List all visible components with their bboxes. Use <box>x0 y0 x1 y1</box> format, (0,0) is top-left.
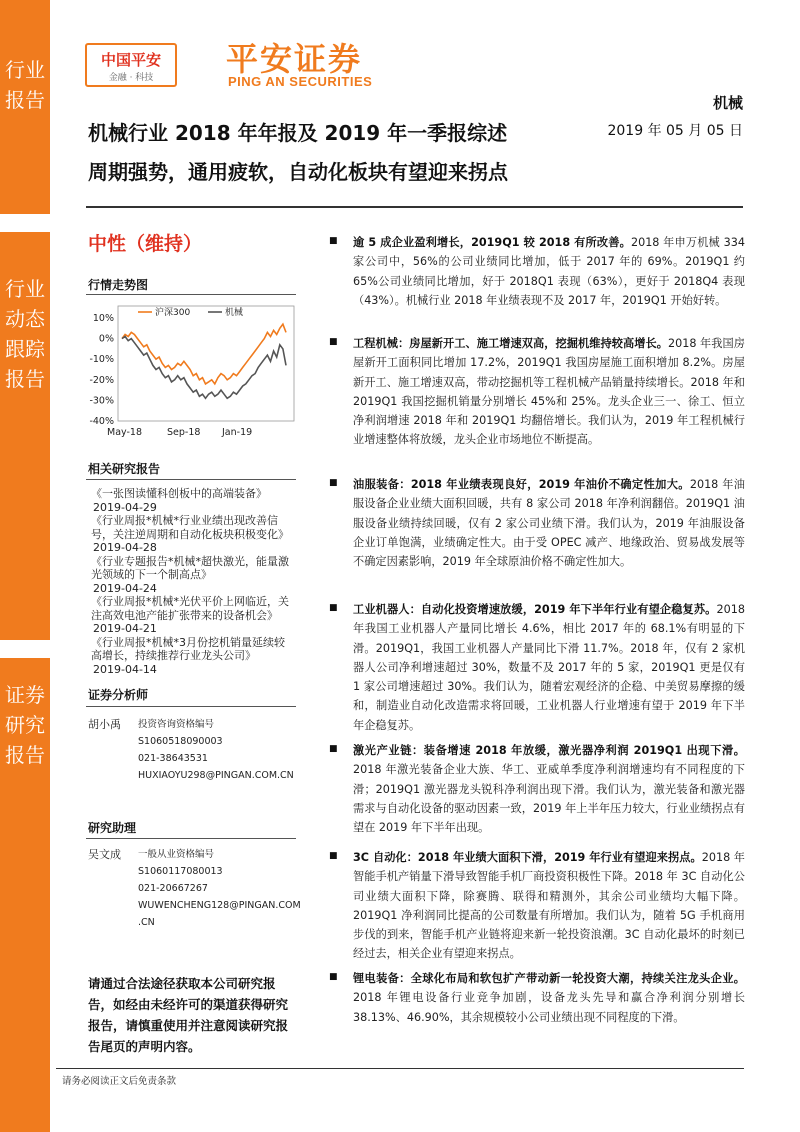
related-section-title: 相关研究报告 <box>88 462 161 476</box>
y-tick-label: -10% <box>89 354 114 366</box>
paragraph-lead: 3C 自动化：2018 年业绩大面积下滑，2019 年行业有望迎来拐点。 <box>353 851 702 864</box>
side-separator <box>0 640 50 658</box>
paragraph-body: 2018 年我国工业机器人产量同比增长 4.6%，相比 2017 年的 68.1%有明显的下滑。2019Q1，我国工业机器人产量同比下滑 11.7%。2018 年，仅有 2 家机器人公司净利增速超过 30%，数量不及 2017 年的 5 家，2019Q1 更是仅有 1 家公司增速超过 30%。我们认为，随着宏观经济的企稳、中美贸易摩擦的缓和，制造业自动化改造需求将回暖，工业机器人行业增速有望于 2019 年下半年企稳复苏。 <box>353 603 745 732</box>
summary-paragraph <box>353 233 745 310</box>
report-subtitle: 周期强势，通用疲软，自动化板块有望迎来拐点 <box>88 160 508 184</box>
paragraph-body: 2018 年锂电设备行业竞争加剧，设备龙头先导和赢合净利润分别增长 38.13%、46.90%，其余规模较小公司业绩出现不同程度的下滑。 <box>353 991 745 1024</box>
contact-line: 021-20667267 <box>138 883 208 894</box>
related-report-item <box>91 595 295 636</box>
chart-section-title: 行情走势图 <box>88 278 149 292</box>
report-date: 2019 年 05 月 05 日 <box>607 123 743 139</box>
brand-name-en: PING AN SECURITIES <box>228 74 373 89</box>
chart-canvas <box>86 298 296 448</box>
assistant-section-title: 研究助理 <box>88 821 137 835</box>
bullet-icon: ■ <box>329 337 338 347</box>
related-report-item <box>91 487 295 514</box>
paragraph-lead: 工程机械：房屋新开工、施工增速双高，挖掘机维持较高增长。 <box>353 337 668 350</box>
related-report-date: 2019-04-24 <box>93 581 157 595</box>
related-report-item <box>91 636 295 677</box>
paragraph-body: 2018 年我国房屋新开工面积同比增加 17.2%，2019Q1 我国房屋施工面积增加 8.2%。房屋新开工、施工增速双高，带动挖掘机等工程机械产品销量持续增长。2018 年和 2019Q1 我国挖掘机销量分别增长 45%和 25%。龙头企业三一、徐工、恒立净利润增速 2018 年和 2019Q1 均翻倍增长。我们认为，2019 年工程机械行业增速整体将放缓，龙头企业市场地位不断提高。 <box>353 337 745 447</box>
legend-label: 机械 <box>225 308 244 318</box>
summary-paragraph <box>353 475 745 571</box>
rating-label: 中性（维持） <box>88 233 203 255</box>
report-title: 机械行业 2018 年年报及 2019 年一季报综述 <box>88 121 508 145</box>
y-tick-label: -30% <box>89 395 114 407</box>
contact-line: S1060518090003 <box>138 736 223 747</box>
disclaimer-text: 请通过合法途径获取本公司研究报告，如经由未经许可的渠道获得研究报告，请慎重使用并注意阅读研究报告尾页的声明内容。 <box>88 976 289 1054</box>
summary-paragraph <box>353 600 745 735</box>
contact-line: 021-38643531 <box>138 753 208 764</box>
related-report-item <box>91 514 295 555</box>
analyst-name: 胡小禹 <box>88 718 121 731</box>
bullet-icon: ■ <box>329 744 338 754</box>
section-divider <box>86 706 296 707</box>
market-trend-chart <box>86 298 296 448</box>
legend-label: 沪深300 <box>155 308 191 318</box>
y-tick-label: 10% <box>92 313 114 324</box>
summary-paragraph <box>353 741 745 837</box>
side-label-dynamic-report: 行业动态跟踪报告 <box>5 277 45 391</box>
related-report-title: 《行业周报*机械*光伏平价上网临近，关注高效电池产能扩张带来的设备机会》 <box>91 595 289 622</box>
related-report-date: 2019-04-28 <box>93 541 157 554</box>
chart-frame <box>118 306 294 421</box>
logo-main-text: 中国平安 <box>100 51 161 69</box>
y-tick-label: -40% <box>89 416 114 427</box>
industry-label: 机械 <box>712 94 743 112</box>
related-report-date: 2019-04-14 <box>93 662 157 676</box>
y-tick-label: -20% <box>89 374 114 386</box>
side-label-industry-report: 行业报告 <box>5 58 45 112</box>
y-tick-label: 0% <box>98 333 114 345</box>
related-report-date: 2019-04-21 <box>93 622 157 635</box>
bullet-icon: ■ <box>329 603 338 613</box>
paragraph-lead: 激光产业链：装备增速 2018 年放缓，激光器净利润 2019Q1 出现下滑。 <box>353 744 745 757</box>
x-tick-label: Sep-18 <box>167 427 201 438</box>
logo-sub-text: 金融 · 科技 <box>108 73 154 83</box>
paragraph-body: 2018 年申万机械 334 家公司中，56%的公司业绩同比增加，低于 2017 年的 69%。2019Q1 约 65%公司业绩同比增加，好于 2018Q1 表现（63%），更好于 2018Q4 表现（43%）。机械行业 2018 年业绩表现不及 2017 年，2019Q1 开始好转。 <box>353 236 745 307</box>
related-report-title: 《行业周报*机械*3月份挖机销量延续较高增长，持续推荐行业龙头公司》 <box>91 635 285 662</box>
related-reports-list <box>91 487 295 676</box>
analyst-section-title: 证券分析师 <box>88 688 149 702</box>
related-report-title: 《行业周报*机械*行业业绩出现改善信号，关注逆周期和自动化板块积极变化》 <box>91 514 289 541</box>
related-report-title: 《行业专题报告*机械*超快激光，能量激光领域的下一个制高点》 <box>91 554 289 581</box>
bullet-icon: ■ <box>329 478 338 488</box>
summary-paragraph <box>353 334 745 450</box>
bullet-icon: ■ <box>329 972 338 982</box>
bullet-icon: ■ <box>329 236 338 246</box>
section-divider <box>86 294 296 295</box>
contact-line: WUWENCHENG128@PINGAN.COM <box>138 900 301 911</box>
header-divider <box>86 206 743 208</box>
paragraph-lead: 油服装备：2018 年业绩表现良好，2019 年油价不确定性加大。 <box>353 478 690 491</box>
analyst-details <box>138 716 298 784</box>
footer-divider <box>56 1068 744 1069</box>
assistant-name: 吴文成 <box>88 848 121 861</box>
contact-line: HUXIAOYU298@PINGAN.COM.CN <box>138 770 294 781</box>
side-separator <box>0 214 50 232</box>
side-strip <box>0 0 50 1132</box>
summary-paragraph <box>353 848 745 964</box>
bullet-icon: ■ <box>329 851 338 861</box>
paragraph-body: 2018 年激光装备企业大族、华工、亚威单季度净利润增速均有不同程度的下滑；2019Q1 激光器龙头锐科净利润出现下滑。我们认为，激光装备和激光器需求与自动化设备的驱动因素一致，2019 年上半年压力较大，行业业绩拐点有望在 2019 年下半年出现。 <box>353 763 745 835</box>
paragraph-lead: 工业机器人：自动化投资增速放缓，2019 年下半年行业有望企稳复苏。 <box>353 603 717 616</box>
paragraph-lead: 逾 5 成企业盈利增长，2019Q1 较 2018 有所改善。 <box>353 236 631 249</box>
paragraph-lead: 锂电装备：全球化布局和软包扩产带动新一轮投资大潮，持续关注龙头企业。 <box>353 972 745 985</box>
brand-name-cn: 平安证券 <box>226 40 363 78</box>
side-label-securities-research: 证券研究报告 <box>5 683 45 767</box>
summary-paragraph <box>353 969 745 1027</box>
paragraph-body: 2018 年油服设备企业业绩大面积回暖，共有 8 家公司 2018 年净利润翻倍。2019Q1 油服设备业绩持续回暖，仅有 2 家公司业绩下滑。我们认为，2019 年油服设备企业订单饱满，业绩确定性大。由于受 OPEC 减产、地缘政治、贸易战发展等不确定因素影响，2019 年全球原油价格不确定性加大。 <box>353 478 745 569</box>
related-report-item <box>91 555 295 596</box>
contact-line: .CN <box>138 917 155 928</box>
footer-note: 请务必阅读正文后免责条款 <box>62 1076 177 1087</box>
section-divider <box>86 479 296 480</box>
assistant-details <box>138 846 301 931</box>
x-tick-label: May-18 <box>107 427 142 438</box>
related-report-title: 《一张图读懂科创板中的高端装备》 <box>91 487 267 500</box>
contact-line: 投资咨询资格编号 <box>138 719 215 730</box>
related-report-date: 2019-04-29 <box>93 500 157 514</box>
ping-an-logo <box>85 43 177 87</box>
contact-line: 一般从业资格编号 <box>138 849 215 860</box>
paragraph-body: 2018 年智能手机产销量下滑导致智能手机厂商投资积极性下降。2018 年 3C 自动化公司业绩大面积下降，除赛腾、联得和精测外，其余公司业绩均大幅下降。2019Q1 净利润同比提高的公司数量有所增加。我们认为，随着 5G 手机商用步伐的到来，智能手机产业链将迎来新一轮投资浪潮。3C 自动化最坏的时刻已经过去，相关企业有望迎来拐点。 <box>353 851 745 961</box>
x-tick-label: Jan-19 <box>222 427 253 438</box>
section-divider <box>86 838 296 839</box>
contact-line: S1060117080013 <box>138 866 223 877</box>
